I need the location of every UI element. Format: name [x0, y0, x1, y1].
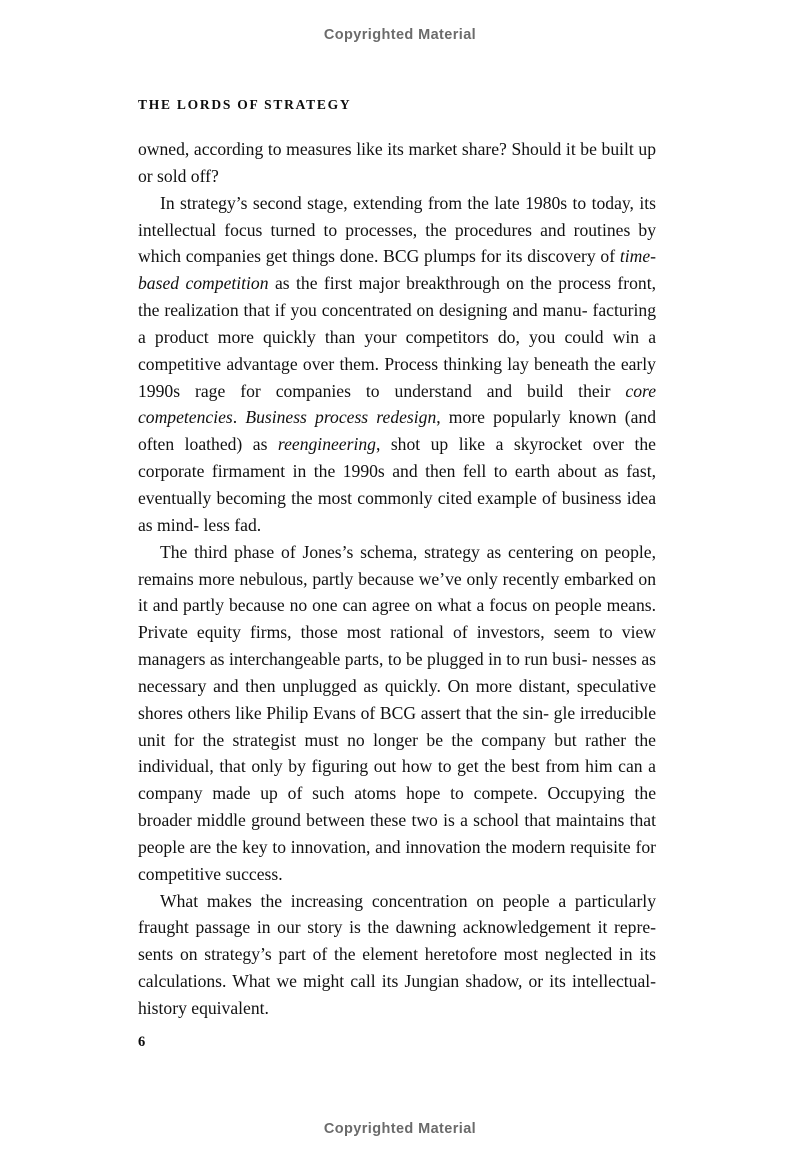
line: becoming the most commonly cited example of business idea as mind- [138, 487, 657, 535]
line: nesses as necessary and then unplugged as quickly. On more distant, [138, 649, 656, 696]
line-with-italic: the early 1990s rage for companies to understand and build their core [138, 353, 656, 401]
line: history equivalent. [138, 998, 269, 1018]
line: What makes the increasing concentration on people a particularly [160, 890, 656, 911]
line-with-italic: loathed) as reengineering, shot up like a skyrocket over the corporate [138, 434, 656, 482]
line: its intellectual focus turned to processes, the procedures and routines [138, 192, 656, 240]
paragraph-3 [138, 539, 656, 888]
paragraph-4 [138, 888, 656, 1022]
body-text-column [138, 136, 656, 1022]
italic-term-core: core [625, 380, 656, 401]
line: less fad. [203, 514, 262, 535]
page-number: 6 [138, 1034, 146, 1050]
line: but rather the individual, that only by figuring out how to get the best [138, 729, 656, 777]
line: means. Private equity firms, those most rational of investors, seem to [138, 595, 656, 643]
line: remains more nebulous, partly because we’ve only recently embarked [138, 568, 634, 589]
line: firmament in the 1990s and then fell to earth about as fast, eventually [138, 461, 656, 508]
line: speculative shores others like Philip Evans of BCG assert that the sin- [138, 675, 656, 723]
italic-term-competencies: competencies [138, 407, 233, 428]
line: facturing a product more quickly than your competitors do, you could [138, 300, 656, 347]
running-head: THE LORDS OF STRATEGY [138, 97, 352, 112]
line: Occupying the broader middle ground between these two is a school [138, 783, 657, 831]
line: on it and partly because no one can agree on what a focus on people [138, 568, 656, 616]
line: view managers as interchangeable parts, to be plugged in to run busi- [138, 622, 656, 670]
line: front, the realization that if you concentrated on designing and manu- [138, 273, 657, 321]
line: up or sold off? [138, 139, 656, 186]
line: win a competitive advantage over them. Process thinking lay beneath [138, 326, 656, 374]
italic-term-business-process-redesign: Business process redesign [245, 407, 437, 428]
line: from him can a company made up of such atoms hope to compete. [138, 756, 656, 804]
paragraph-1 [138, 136, 656, 190]
line: In strategy’s second stage, extending from the late 1980s to today, [160, 192, 634, 213]
line: owned, according to measures like its market share? Should it be built [138, 139, 634, 159]
copyright-watermark-bottom: Copyrighted Material [323, 1121, 477, 1137]
line: sents on strategy’s part of the element heretofore most neglected in its [138, 944, 656, 965]
line-with-italic: competencies. Business process redesign, more popularly known (and often [138, 407, 656, 455]
line: by which companies get things done. BCG plumps for its discovery of [138, 219, 656, 267]
italic-term-reengineering: reengineering [277, 434, 376, 455]
line: calculations. What we might call its Jungian shadow, or its intellectual- [138, 971, 656, 992]
italic-term-time-based-competition: time-based competition [138, 246, 656, 294]
line-with-italic: time-based competition as the first major breakthrough on the process [138, 246, 656, 294]
line: fraught passage in our story is the dawning acknowledgement it repre- [138, 917, 656, 938]
line: The third phase of Jones’s schema, strategy as centering on people, [160, 541, 656, 562]
paragraph-2 [138, 190, 656, 539]
line: the modern requisite for competitive success. [138, 836, 656, 884]
line: that maintains that people are the key to innovation, and innovation [138, 810, 656, 857]
copyright-watermark-top: Copyrighted Material [323, 27, 477, 43]
line: gle irreducible unit for the strategist must no longer be the company [138, 702, 657, 750]
